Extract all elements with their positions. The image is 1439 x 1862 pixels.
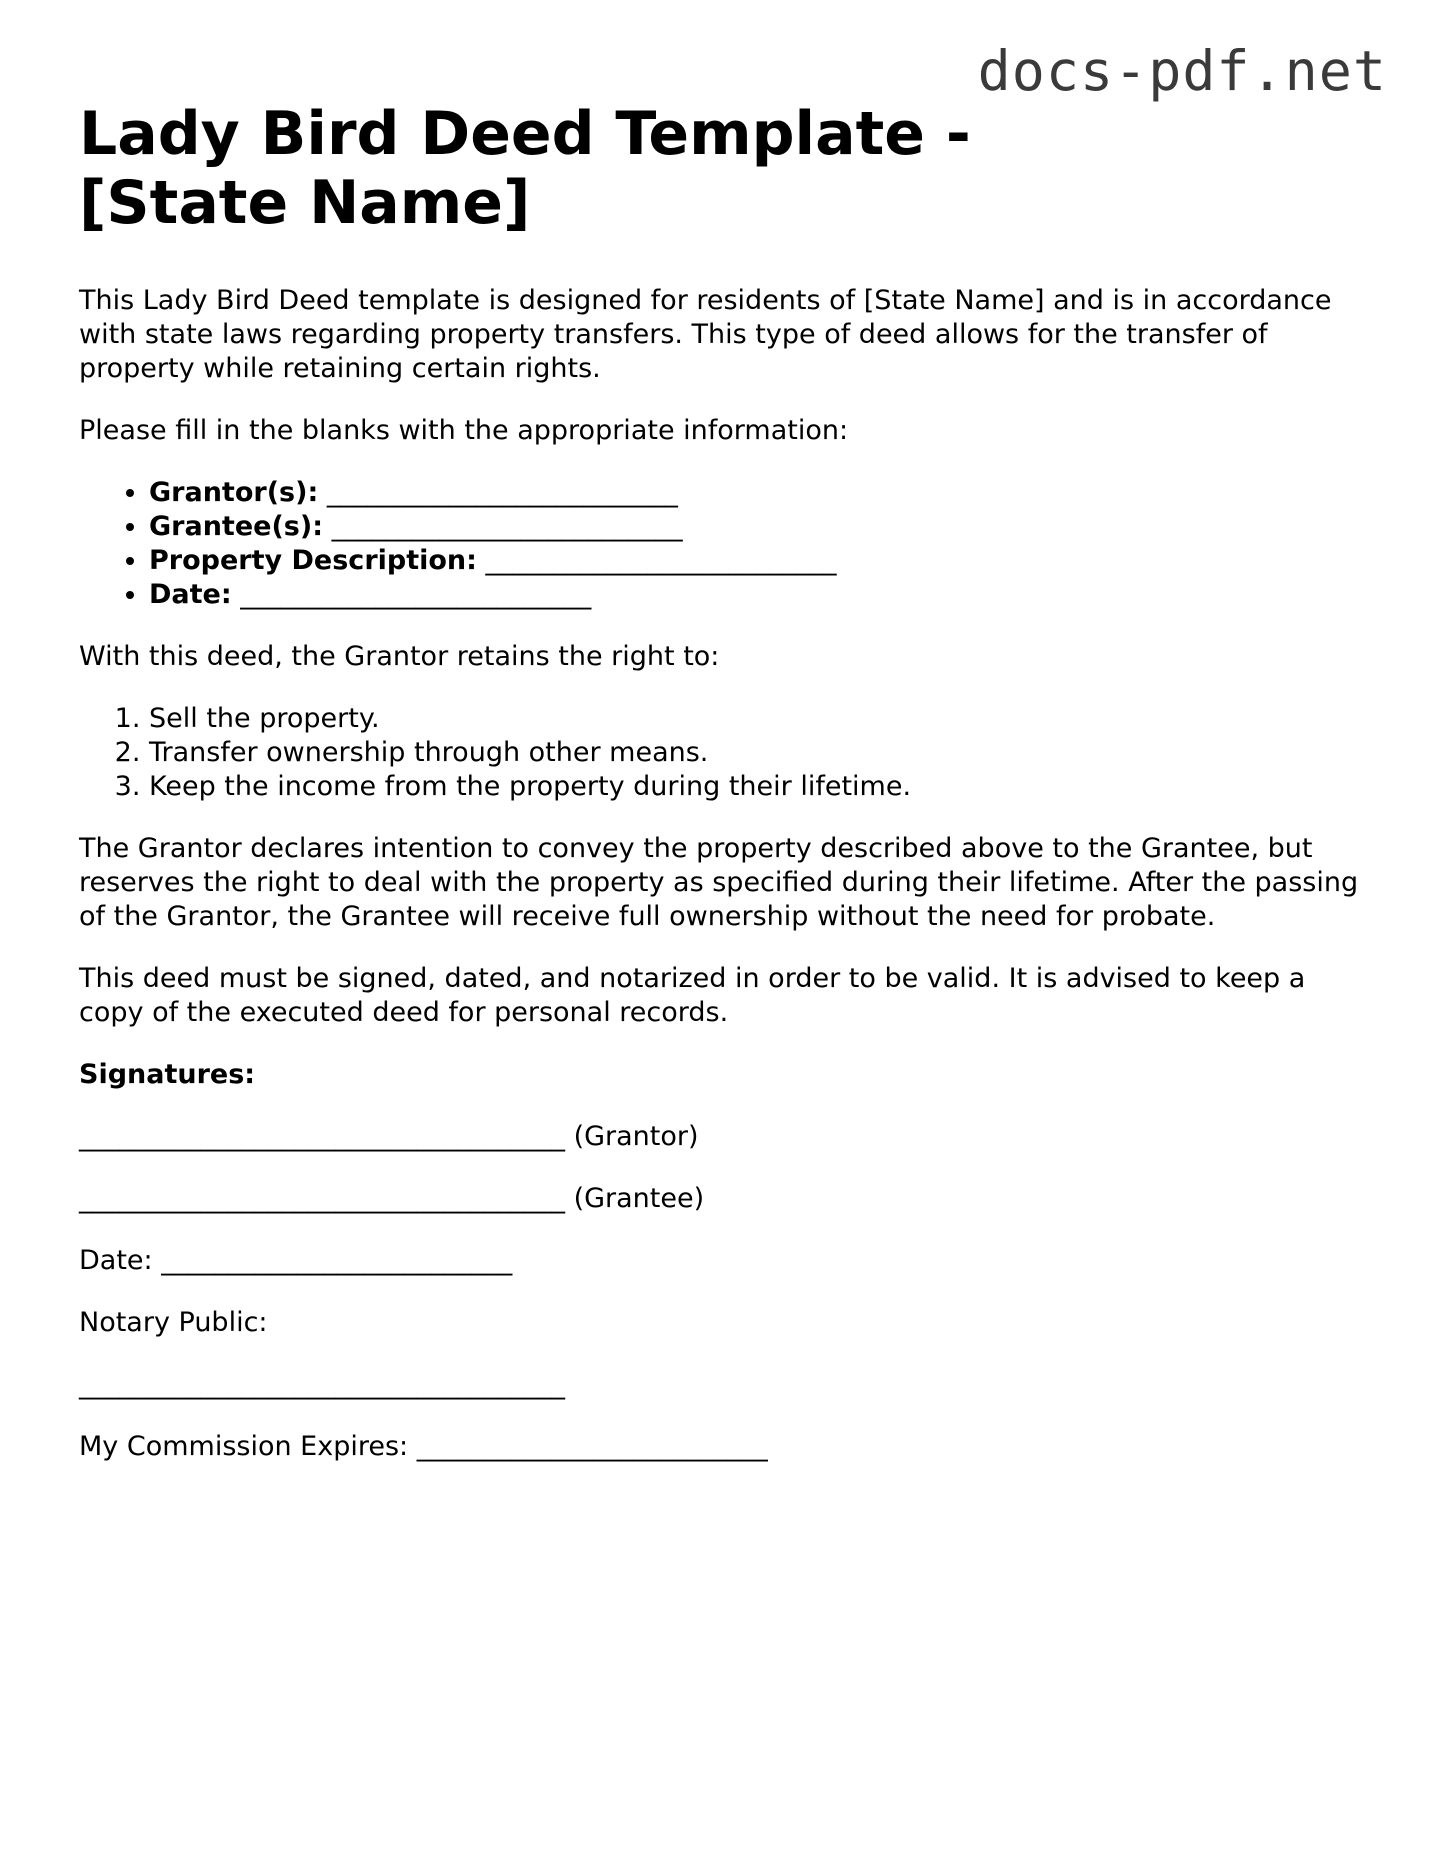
document-title: Lady Bird Deed Template - [State Name] (79, 99, 971, 238)
intro-paragraph: This Lady Bird Deed template is designed for residents of [State Name] and is in accordance with state laws regarding property transfers. This type of deed allows for the transfer of property while retaining certain rights. (79, 285, 1332, 384)
signature-date-line: Date: __________________________ (79, 1245, 513, 1276)
field-grantor (149, 476, 1369, 510)
field-blank: __________________________ (331, 511, 683, 542)
rights-intro-paragraph: With this deed, the Grantor retains the right to: (79, 641, 720, 672)
commission-expires-line: My Commission Expires: __________________________ (79, 1431, 768, 1462)
list-item: 3. Keep the income from the property during their lifetime. (149, 770, 1369, 804)
retained-rights-list (79, 702, 1369, 804)
fill-in-fields-list (79, 476, 1369, 612)
field-label: Grantee(s): (149, 511, 323, 542)
field-date (149, 578, 1369, 612)
instructions-paragraph: Please fill in the blanks with the appropriate information: (79, 415, 849, 446)
field-blank: __________________________ (326, 477, 678, 508)
declaration-paragraph: The Grantor declares intention to convey the property described above to the Grantee, but reserves the right to deal with the property as specified during their lifetime. After the passing of the Grantor, the Grantee will receive full ownership without the need for probate. (79, 833, 1359, 932)
validity-paragraph: This deed must be signed, dated, and notarized in order to be valid. It is advised to keep a copy of the executed deed for personal records. (79, 963, 1306, 1028)
field-label: Date: (149, 579, 232, 610)
field-label: Property Description: (149, 545, 477, 576)
field-grantee (149, 510, 1369, 544)
list-item: 1. Sell the property. (149, 702, 1369, 736)
watermark-text: docs-pdf.net (977, 39, 1387, 103)
list-item: 2. Transfer ownership through other means. (149, 736, 1369, 770)
field-property-description (149, 544, 1369, 578)
field-blank: __________________________ (485, 545, 837, 576)
notary-signature-line: ____________________________________ (79, 1369, 565, 1400)
field-label: Grantor(s): (149, 477, 319, 508)
signatures-heading: Signatures: (79, 1059, 256, 1090)
field-blank: __________________________ (240, 579, 592, 610)
notary-public-label: Notary Public: (79, 1307, 268, 1338)
document-page (79, 100, 1369, 1492)
grantor-signature-line: ____________________________________ (Grantor) (79, 1121, 699, 1152)
grantee-signature-line: ____________________________________ (Grantee) (79, 1183, 705, 1214)
